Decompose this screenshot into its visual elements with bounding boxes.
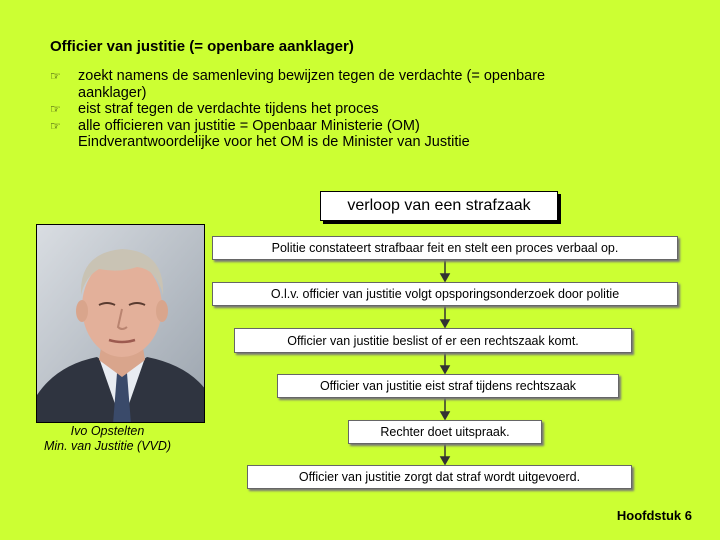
caption-name: Ivo Opstelten (70, 424, 145, 438)
arrow-head (441, 274, 449, 281)
minister-photo (36, 224, 205, 423)
flow-step: Officier van justitie eist straf tijdens rechtszaak (277, 374, 619, 398)
bullet-continuation: Eindverantwoordelijke voor het OM is de Minister van Justitie (78, 134, 470, 150)
bullet-text: eist straf tegen de verdachte tijdens het proces (78, 101, 379, 117)
pointing-hand-icon: ☞ (50, 69, 61, 83)
slide-title: Officier van justitie (= openbare aanklager) (50, 38, 354, 55)
flow-step: Rechter doet uitspraak. (348, 420, 542, 444)
flow-header: verloop van een strafzaak (320, 191, 558, 221)
arrow-head (441, 412, 449, 419)
chapter-footer: Hoofdstuk 6 (616, 508, 692, 523)
flow-step: Politie constateert strafbaar feit en stelt een proces verbaal op. (212, 236, 678, 260)
flow-step: Officier van justitie zorgt dat straf wordt uitgevoerd. (247, 465, 632, 489)
arrow-head (441, 366, 449, 373)
flow-step: Officier van justitie beslist of er een rechtszaak komt. (234, 328, 632, 353)
flow-step: O.l.v. officier van justitie volgt opsporingsonderzoek door politie (212, 282, 678, 306)
bullet-continuation: aanklager) (78, 84, 147, 101)
bullet-text: alle officieren van justitie = Openbaar Ministerie (OM) (78, 117, 420, 134)
bullet-text: zoekt namens de samenleving bewijzen tegen de verdachte (= openbare (78, 68, 546, 84)
photo-caption (20, 424, 195, 454)
pointing-hand-icon: ☞ (50, 102, 61, 116)
arrow-head (441, 320, 449, 327)
pointing-hand-icon: ☞ (50, 118, 61, 133)
arrow-head (441, 457, 449, 464)
caption-role: Min. van Justitie (VVD) (43, 439, 172, 453)
portrait-illustration (37, 225, 205, 423)
